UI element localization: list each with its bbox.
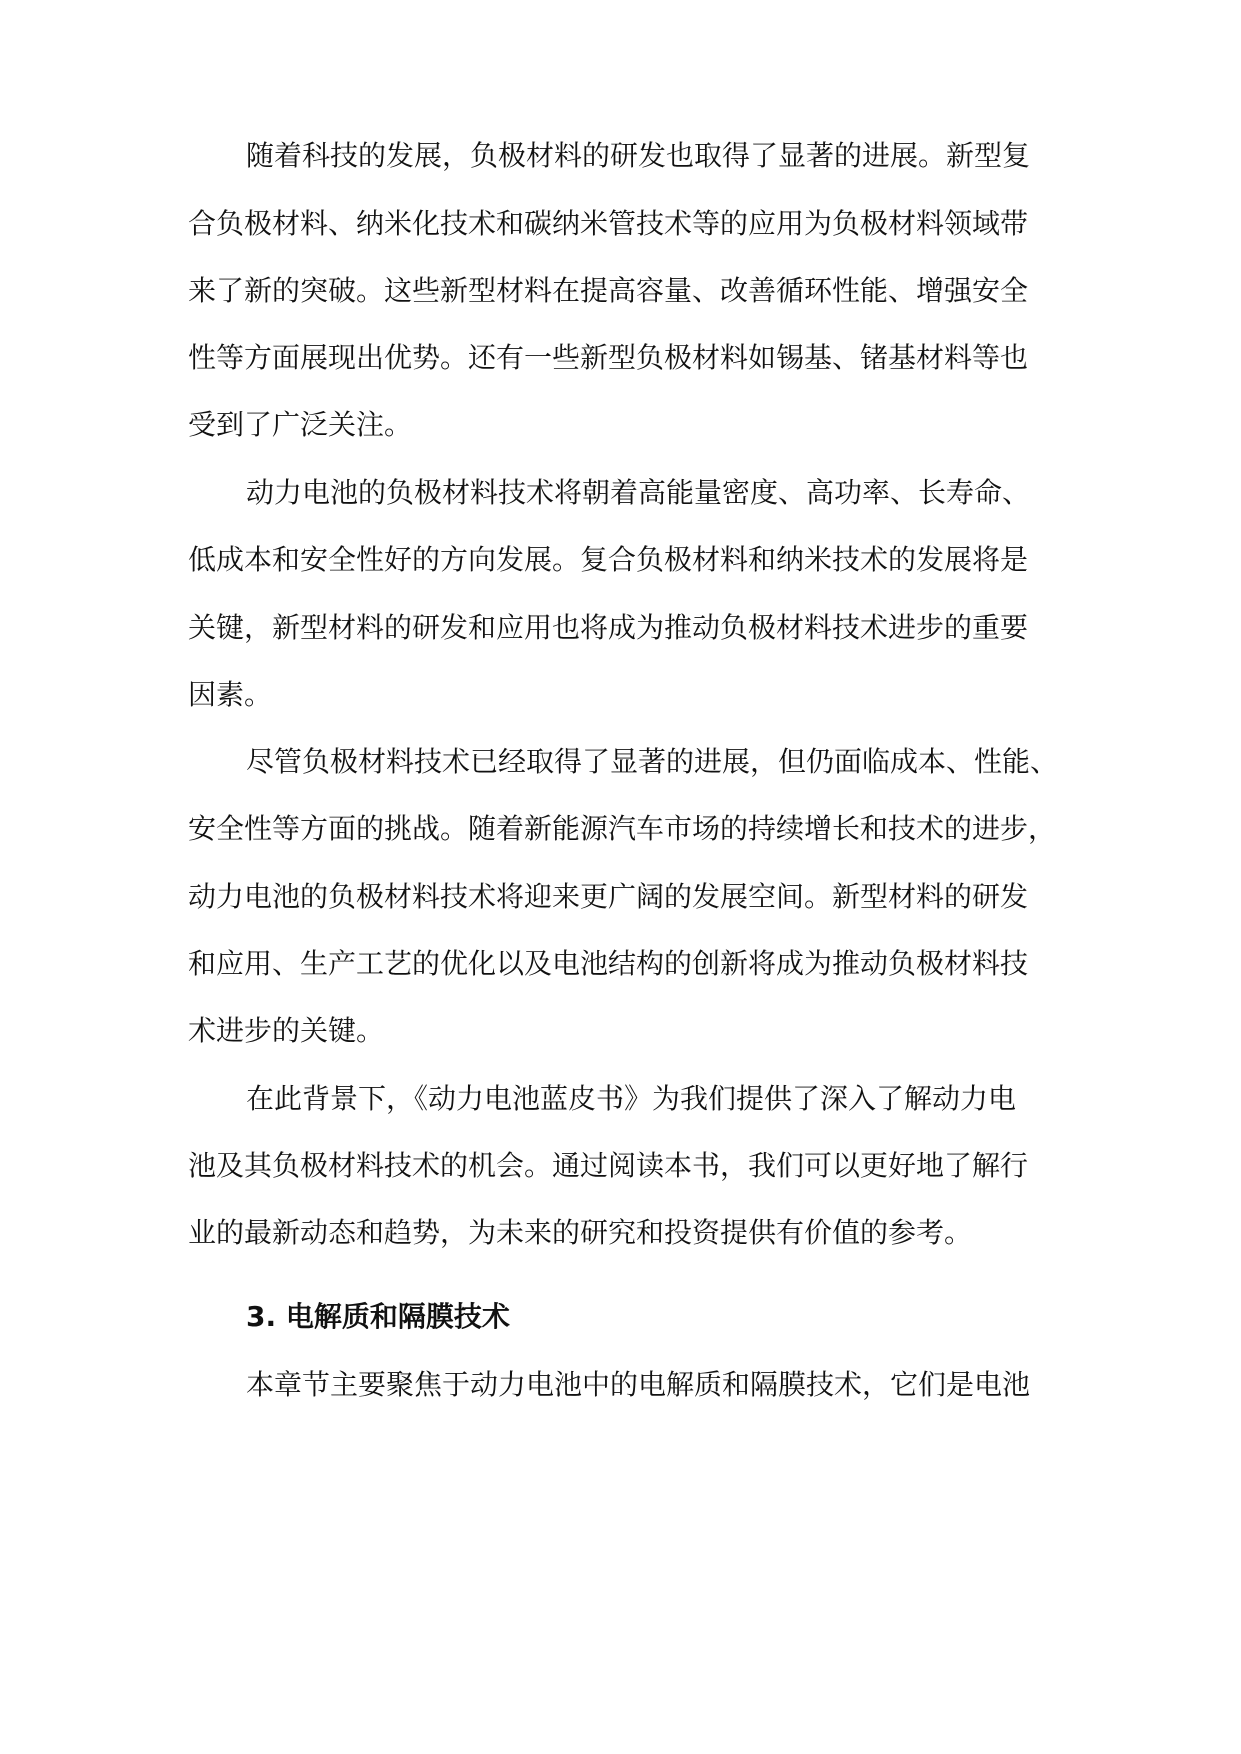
paragraph-2-line-4: 因素。 [188,678,273,711]
paragraph-4-line-2: 池及其负极材料技术的机会。通过阅读本书，我们可以更好地了解行 [188,1149,1029,1182]
paragraph-2-line-3: 关键，新型材料的研发和应用也将成为推动负极材料技术进步的重要 [188,611,1029,644]
paragraph-1-line-1: 随着科技的发展，负极材料的研发也取得了显著的进展。新型复 [246,139,1031,172]
paragraph-2-line-2: 低成本和安全性好的方向发展。复合负极材料和纳米技术的发展将是 [188,543,1029,576]
paragraph-1-line-2: 合负极材料、纳米化技术和碳纳米管技术等的应用为负极材料领域带 [188,207,1029,240]
paragraph-4-line-1: 在此背景下，《动力电池蓝皮书》为我们提供了深入了解动力电 [246,1082,1017,1115]
paragraph-5-line-1: 本章节主要聚焦于动力电池中的电解质和隔膜技术，它们是电池 [246,1368,1031,1401]
section-heading: 3. 电解质和隔膜技术 [246,1300,510,1333]
paragraph-2-line-1: 动力电池的负极材料技术将朝着高能量密度、高功率、长寿命、 [246,476,1031,509]
paragraph-1-line-5: 受到了广泛关注。 [188,408,413,441]
paragraph-3-line-1: 尽管负极材料技术已经取得了显著的进展，但仍面临成本、性能、 [246,745,1059,778]
paragraph-3-line-3: 动力电池的负极材料技术将迎来更广阔的发展空间。新型材料的研发 [188,880,1029,913]
paragraph-4-line-3: 业的最新动态和趋势，为未来的研究和投资提供有价值的参考。 [188,1216,973,1249]
paragraph-1-line-4: 性等方面展现出优势。还有一些新型负极材料如锡基、锗基材料等也 [188,341,1029,374]
paragraph-3-line-4: 和应用、生产工艺的优化以及电池结构的创新将成为推动负极材料技 [188,947,1029,980]
paragraph-1-line-3: 来了新的突破。这些新型材料在提高容量、改善循环性能、增强安全 [188,274,1029,307]
paragraph-3-line-5: 术进步的关键。 [188,1014,385,1047]
paragraph-3-line-2: 安全性等方面的挑战。随着新能源汽车市场的持续增长和技术的进步， [188,812,1057,845]
